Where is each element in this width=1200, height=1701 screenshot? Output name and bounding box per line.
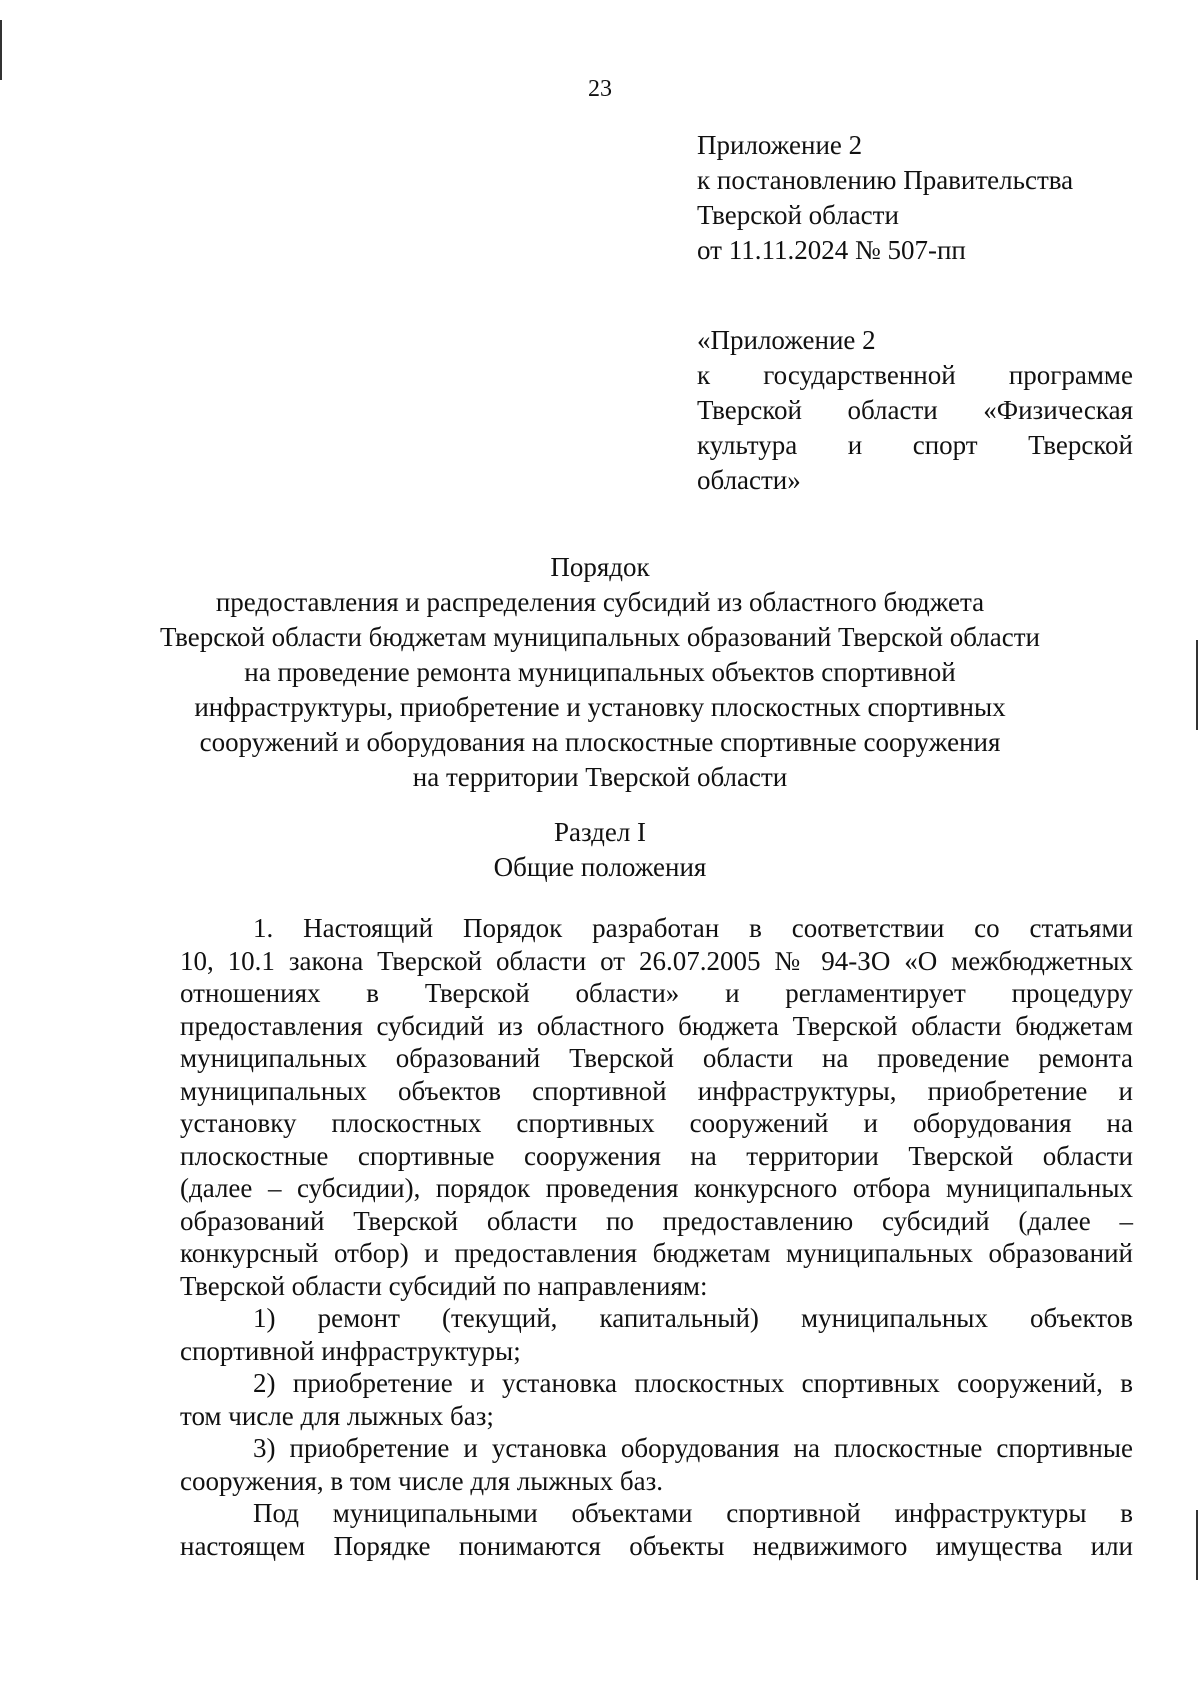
scan-margin-mark <box>0 20 2 80</box>
list-item-line: 3) приобретение и установка оборудования на плоскостные спортивные <box>253 1433 1133 1463</box>
list-item-line: 1) ремонт (текущий, капитальный) муниципальных объектов <box>253 1303 1133 1333</box>
annex-header-line: к постановлению Правительства <box>697 165 1074 195</box>
program-annex-line: области» <box>697 465 801 495</box>
scan-margin-mark <box>1196 640 1198 730</box>
paragraph-line: Тверской области субсидий по направлениям: <box>180 1270 708 1301</box>
paragraph-line: установку плоскостных спортивных сооружений и оборудования на <box>180 1108 1133 1138</box>
paragraph-line: 1. Настоящий Порядок разработан в соответствии со статьями <box>253 913 1133 943</box>
program-annex-line: к государственной программе <box>697 360 1133 390</box>
program-annex-line: Тверской области «Физическая <box>697 395 1133 425</box>
page-number: 23 <box>588 76 612 102</box>
program-annex-line: культура и спорт Тверской <box>697 430 1133 460</box>
section-number: Раздел I <box>553 817 647 847</box>
annex-header-line: от 11.11.2024 № 507-пп <box>697 235 966 265</box>
paragraph-line: Под муниципальными объектами спортивной инфраструктуры в <box>253 1498 1133 1528</box>
paragraph-line: предоставления субсидий из областного бюджета Тверской области бюджетам <box>180 1010 1133 1041</box>
list-item-line: том числе для лыжных баз; <box>180 1400 494 1431</box>
program-annex-line: «Приложение 2 <box>697 325 876 355</box>
paragraph-line: муниципальных образований Тверской области на проведение ремонта <box>180 1043 1133 1073</box>
paragraph-line: конкурсный отбор) и предоставления бюджетам муниципальных образований <box>180 1238 1133 1268</box>
section-heading <box>150 815 1050 885</box>
title-line: инфраструктуры, приобретение и установку плоскостных спортивных <box>194 692 1006 722</box>
body-text <box>180 912 1133 1562</box>
paragraph-line: плоскостные спортивные сооружения на территории Тверской области <box>180 1140 1133 1171</box>
title-line: предоставления и распределения субсидий из областного бюджета <box>215 587 985 617</box>
title-heading: Порядок <box>550 552 650 582</box>
paragraph-line: отношениях в Тверской области» и регламентирует процедуру <box>180 978 1133 1008</box>
section-title: Общие положения <box>493 852 707 882</box>
annex-header-line: Приложение 2 <box>697 130 863 160</box>
list-item-line: сооружения, в том числе для лыжных баз. <box>180 1465 663 1496</box>
list-item-line: 2) приобретение и установка плоскостных спортивных сооружений, в <box>253 1368 1133 1398</box>
paragraph-line: образований Тверской области по предоставлению субсидий (далее – <box>180 1205 1133 1236</box>
document-title <box>150 550 1050 795</box>
title-line: на проведение ремонта муниципальных объектов спортивной <box>244 657 956 687</box>
title-line: на территории Тверской области <box>412 762 788 792</box>
paragraph-line: настоящем Порядке понимаются объекты недвижимого имущества или <box>180 1530 1133 1561</box>
scan-margin-mark <box>1196 1510 1198 1580</box>
annex-header <box>697 128 1133 268</box>
program-annex <box>697 323 1133 498</box>
annex-header-line: Тверской области <box>697 200 899 230</box>
title-line: сооружений и оборудования на плоскостные спортивные сооружения <box>199 727 1001 757</box>
list-item-line: спортивной инфраструктуры; <box>180 1335 521 1366</box>
paragraph-line: муниципальных объектов спортивной инфраструктуры, приобретение и <box>180 1075 1133 1106</box>
title-line: Тверской области бюджетам муниципальных образований Тверской области <box>160 622 1040 652</box>
paragraph-line: 10, 10.1 закона Тверской области от 26.07.2005 № 94-ЗО «О межбюджетных <box>180 945 1133 976</box>
paragraph-line: (далее – субсидии), порядок проведения конкурсного отбора муниципальных <box>180 1173 1133 1203</box>
